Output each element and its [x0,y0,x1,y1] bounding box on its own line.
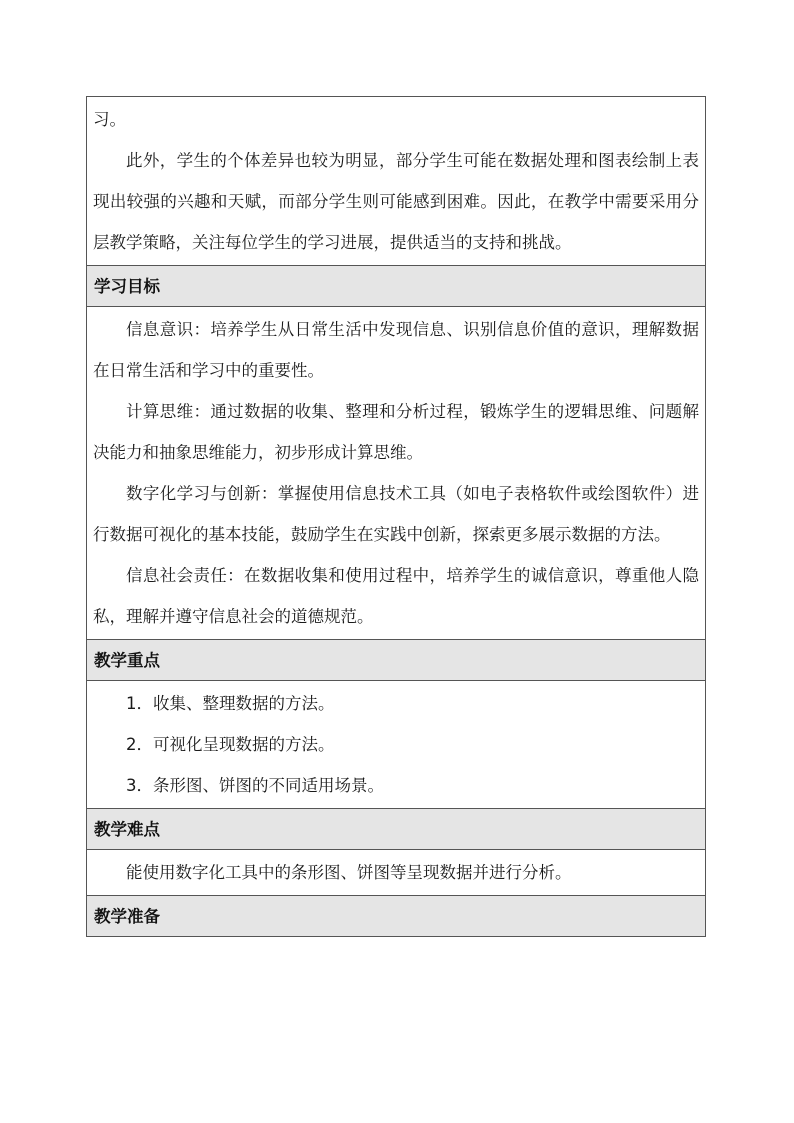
difficulties-header: 教学难点 [87,808,705,849]
key-point-item: 3．条形图、饼图的不同适用场景。 [126,776,384,795]
key-points-cell [87,680,705,808]
preparation-header: 教学准备 [87,895,705,936]
objective-information-awareness: 信息意识：培养学生从日常生活中发现信息、识别信息价值的意识，理解数据在日常生活和学习中的重要性。 [93,320,699,380]
key-point-item: 1．收集、整理数据的方法。 [126,694,335,713]
key-point-item: 2．可视化呈现数据的方法。 [126,735,335,754]
objectives-cell [87,306,705,639]
objective-social-responsibility: 信息社会责任：在数据收集和使用过程中，培养学生的诚信意识，尊重他人隐私，理解并遵守信息社会的道德规范。 [93,566,699,626]
objectives-header: 学习目标 [87,265,705,306]
objective-digital-learning: 数字化学习与创新：掌握使用信息技术工具（如电子表格软件或绘图软件）进行数据可视化的基本技能，鼓励学生在实践中创新，探索更多展示数据的方法。 [93,484,699,544]
difficulty-paragraph: 能使用数字化工具中的条形图、饼图等呈现数据并进行分析。 [126,863,572,882]
intro-paragraph: 此外，学生的个体差异也较为明显，部分学生可能在数据处理和图表绘制上表现出较强的兴趣和天赋，而部分学生则可能感到困难。因此，在教学中需要采用分层教学策略，关注每位学生的学习进展，提供适当的支持和挑战。 [93,151,699,252]
objective-computational-thinking: 计算思维：通过数据的收集、整理和分析过程，锻炼学生的逻辑思维、问题解决能力和抽象思维能力，初步形成计算思维。 [93,402,699,462]
key-points-header: 教学重点 [87,639,705,680]
difficulties-cell [87,849,705,895]
lesson-plan-table [86,96,706,937]
intro-paragraph-continuation: 习。 [93,110,126,129]
intro-cell [87,97,705,265]
